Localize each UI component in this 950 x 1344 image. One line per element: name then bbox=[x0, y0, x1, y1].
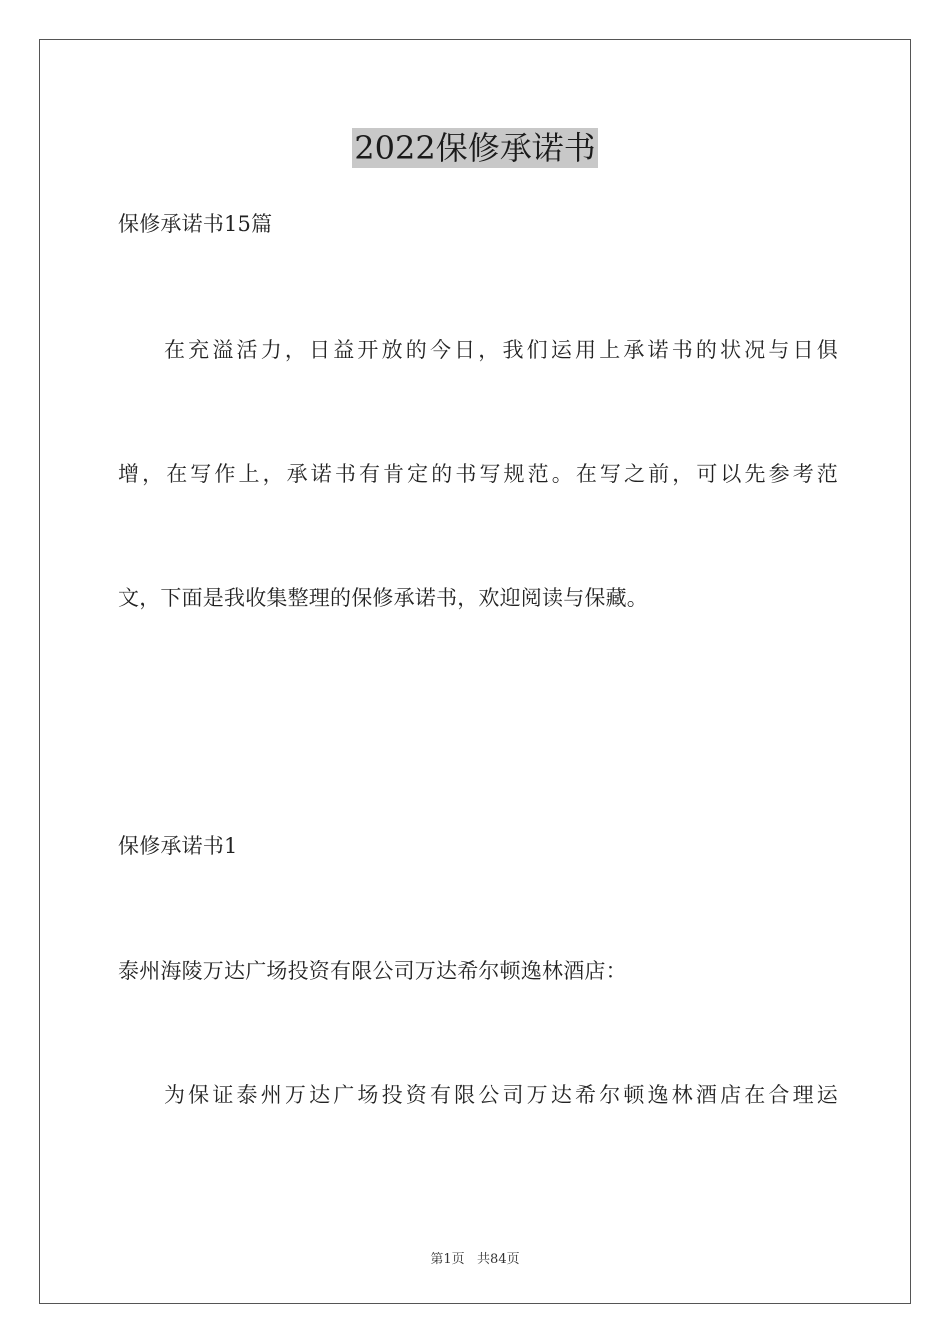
title-container bbox=[0, 128, 950, 168]
document-title: 2022保修承诺书 bbox=[354, 129, 596, 167]
document-subtitle: 保修承诺书15篇 bbox=[118, 212, 273, 236]
addressee-line: 泰州海陵万达广场投资有限公司万达希尔顿逸林酒店： bbox=[118, 959, 627, 983]
body-paragraph-line-1: 为保证泰州万达广场投资有限公司万达希尔顿逸林酒店在合理运 bbox=[164, 1083, 838, 1107]
intro-paragraph-line-3: 文，下面是我收集整理的保修承诺书，欢迎阅读与保藏。 bbox=[118, 586, 648, 610]
page-indicator: 第1页 共84页 bbox=[430, 1252, 520, 1267]
section-heading: 保修承诺书1 bbox=[118, 834, 238, 858]
intro-paragraph-line-1: 在充溢活力，日益开放的今日，我们运用上承诺书的状况与日俱 bbox=[164, 338, 838, 362]
intro-paragraph-line-2: 增，在写作上，承诺书有肯定的书写规范。在写之前，可以先参考范 bbox=[118, 462, 838, 486]
